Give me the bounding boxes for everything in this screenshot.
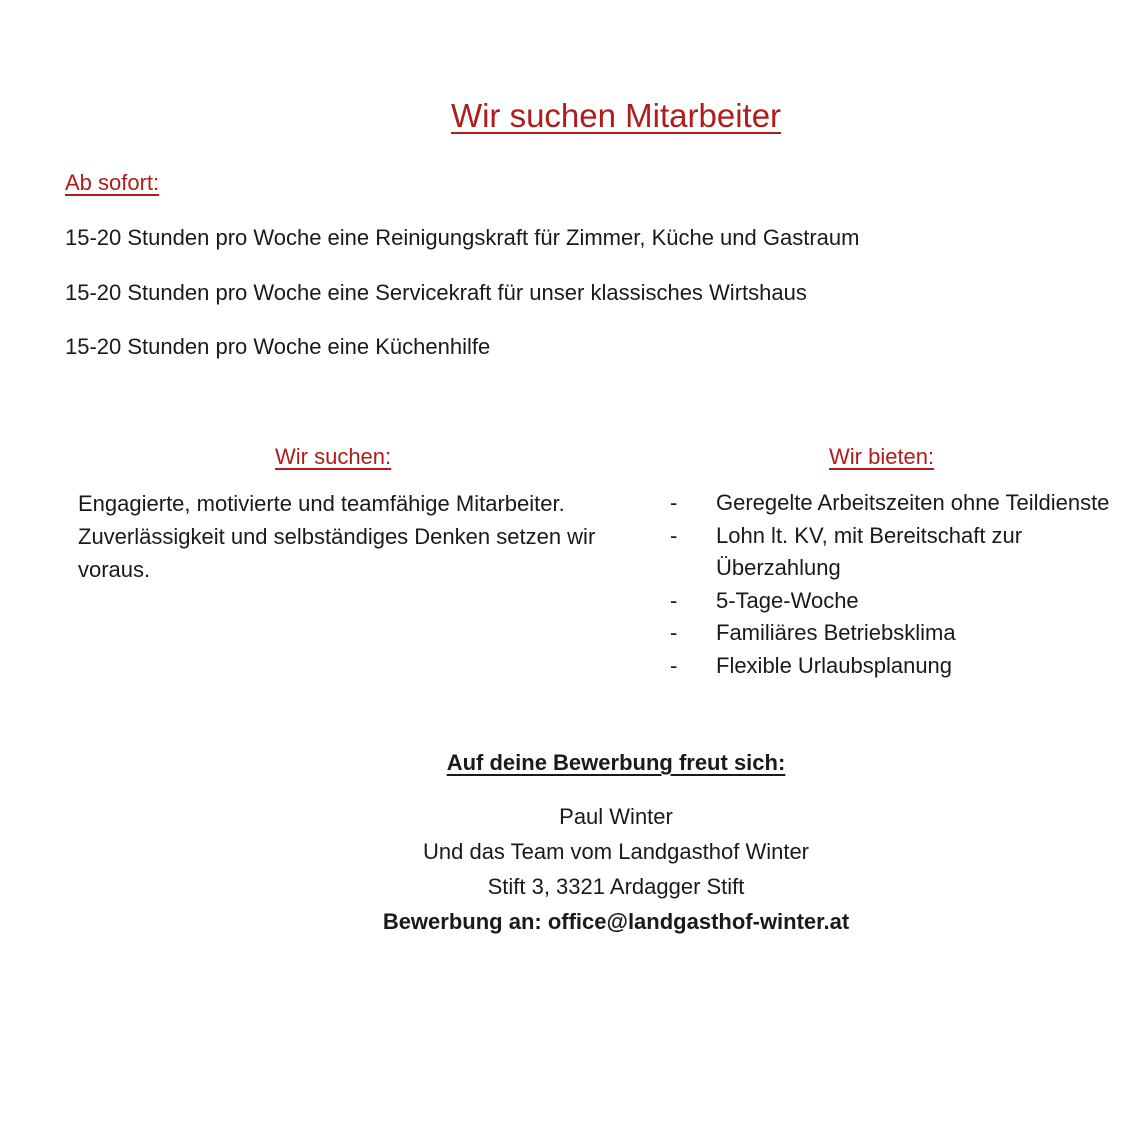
bullet-dash: - [670, 587, 678, 613]
job-item-kitchen: 15-20 Stunden pro Woche eine Küchenhilfe [65, 334, 491, 359]
list-item-text: Familiäres Betriebsklima [716, 620, 956, 645]
page-title: Wir suchen Mitarbeiter [450, 97, 782, 134]
contact-team: Und das Team vom Landgasthof Winter [422, 839, 810, 864]
list-item [668, 487, 1128, 520]
contact-name: Paul Winter [559, 804, 673, 829]
contact-address: Stift 3, 3321 Ardagger Stift [487, 874, 745, 899]
list-item-text: Lohn lt. KV, mit Bereitschaft zur Überzahlung [716, 522, 1023, 580]
we-offer-list [668, 487, 1128, 682]
contact-email: Bewerbung an: office@landgasthof-winter.at [382, 909, 850, 934]
list-item [668, 585, 1128, 618]
bullet-dash: - [670, 522, 678, 548]
bullet-dash: - [670, 652, 678, 678]
application-heading: Auf deine Bewerbung freut sich: [446, 750, 786, 775]
list-item [668, 650, 1128, 683]
list-item-text: Geregelte Arbeitszeiten ohne Teildienste [716, 490, 1110, 515]
we-seek-heading: Wir suchen: [275, 444, 392, 469]
job-item-cleaning: 15-20 Stunden pro Woche eine Reinigungskraft für Zimmer, Küche und Gastraum [65, 225, 860, 250]
bullet-dash: - [670, 490, 678, 515]
list-item-text: 5-Tage-Woche [716, 587, 859, 613]
we-seek-paragraph: Zuverlässigkeit und selbständiges Denken setzen wir voraus. [78, 524, 596, 582]
we-seek-text [78, 487, 623, 586]
we-seek-paragraph: Engagierte, motivierte und teamfähige Mitarbeiter. [78, 491, 565, 516]
list-item [668, 520, 1128, 585]
list-item [668, 617, 1128, 650]
we-offer-heading: Wir bieten: [829, 444, 935, 469]
list-item-text: Flexible Urlaubsplanung [716, 652, 953, 678]
job-item-service: 15-20 Stunden pro Woche eine Servicekraft für unser klassisches Wirtshaus [65, 280, 807, 305]
bullet-dash: - [670, 620, 678, 645]
immediate-heading: Ab sofort: [65, 170, 160, 195]
